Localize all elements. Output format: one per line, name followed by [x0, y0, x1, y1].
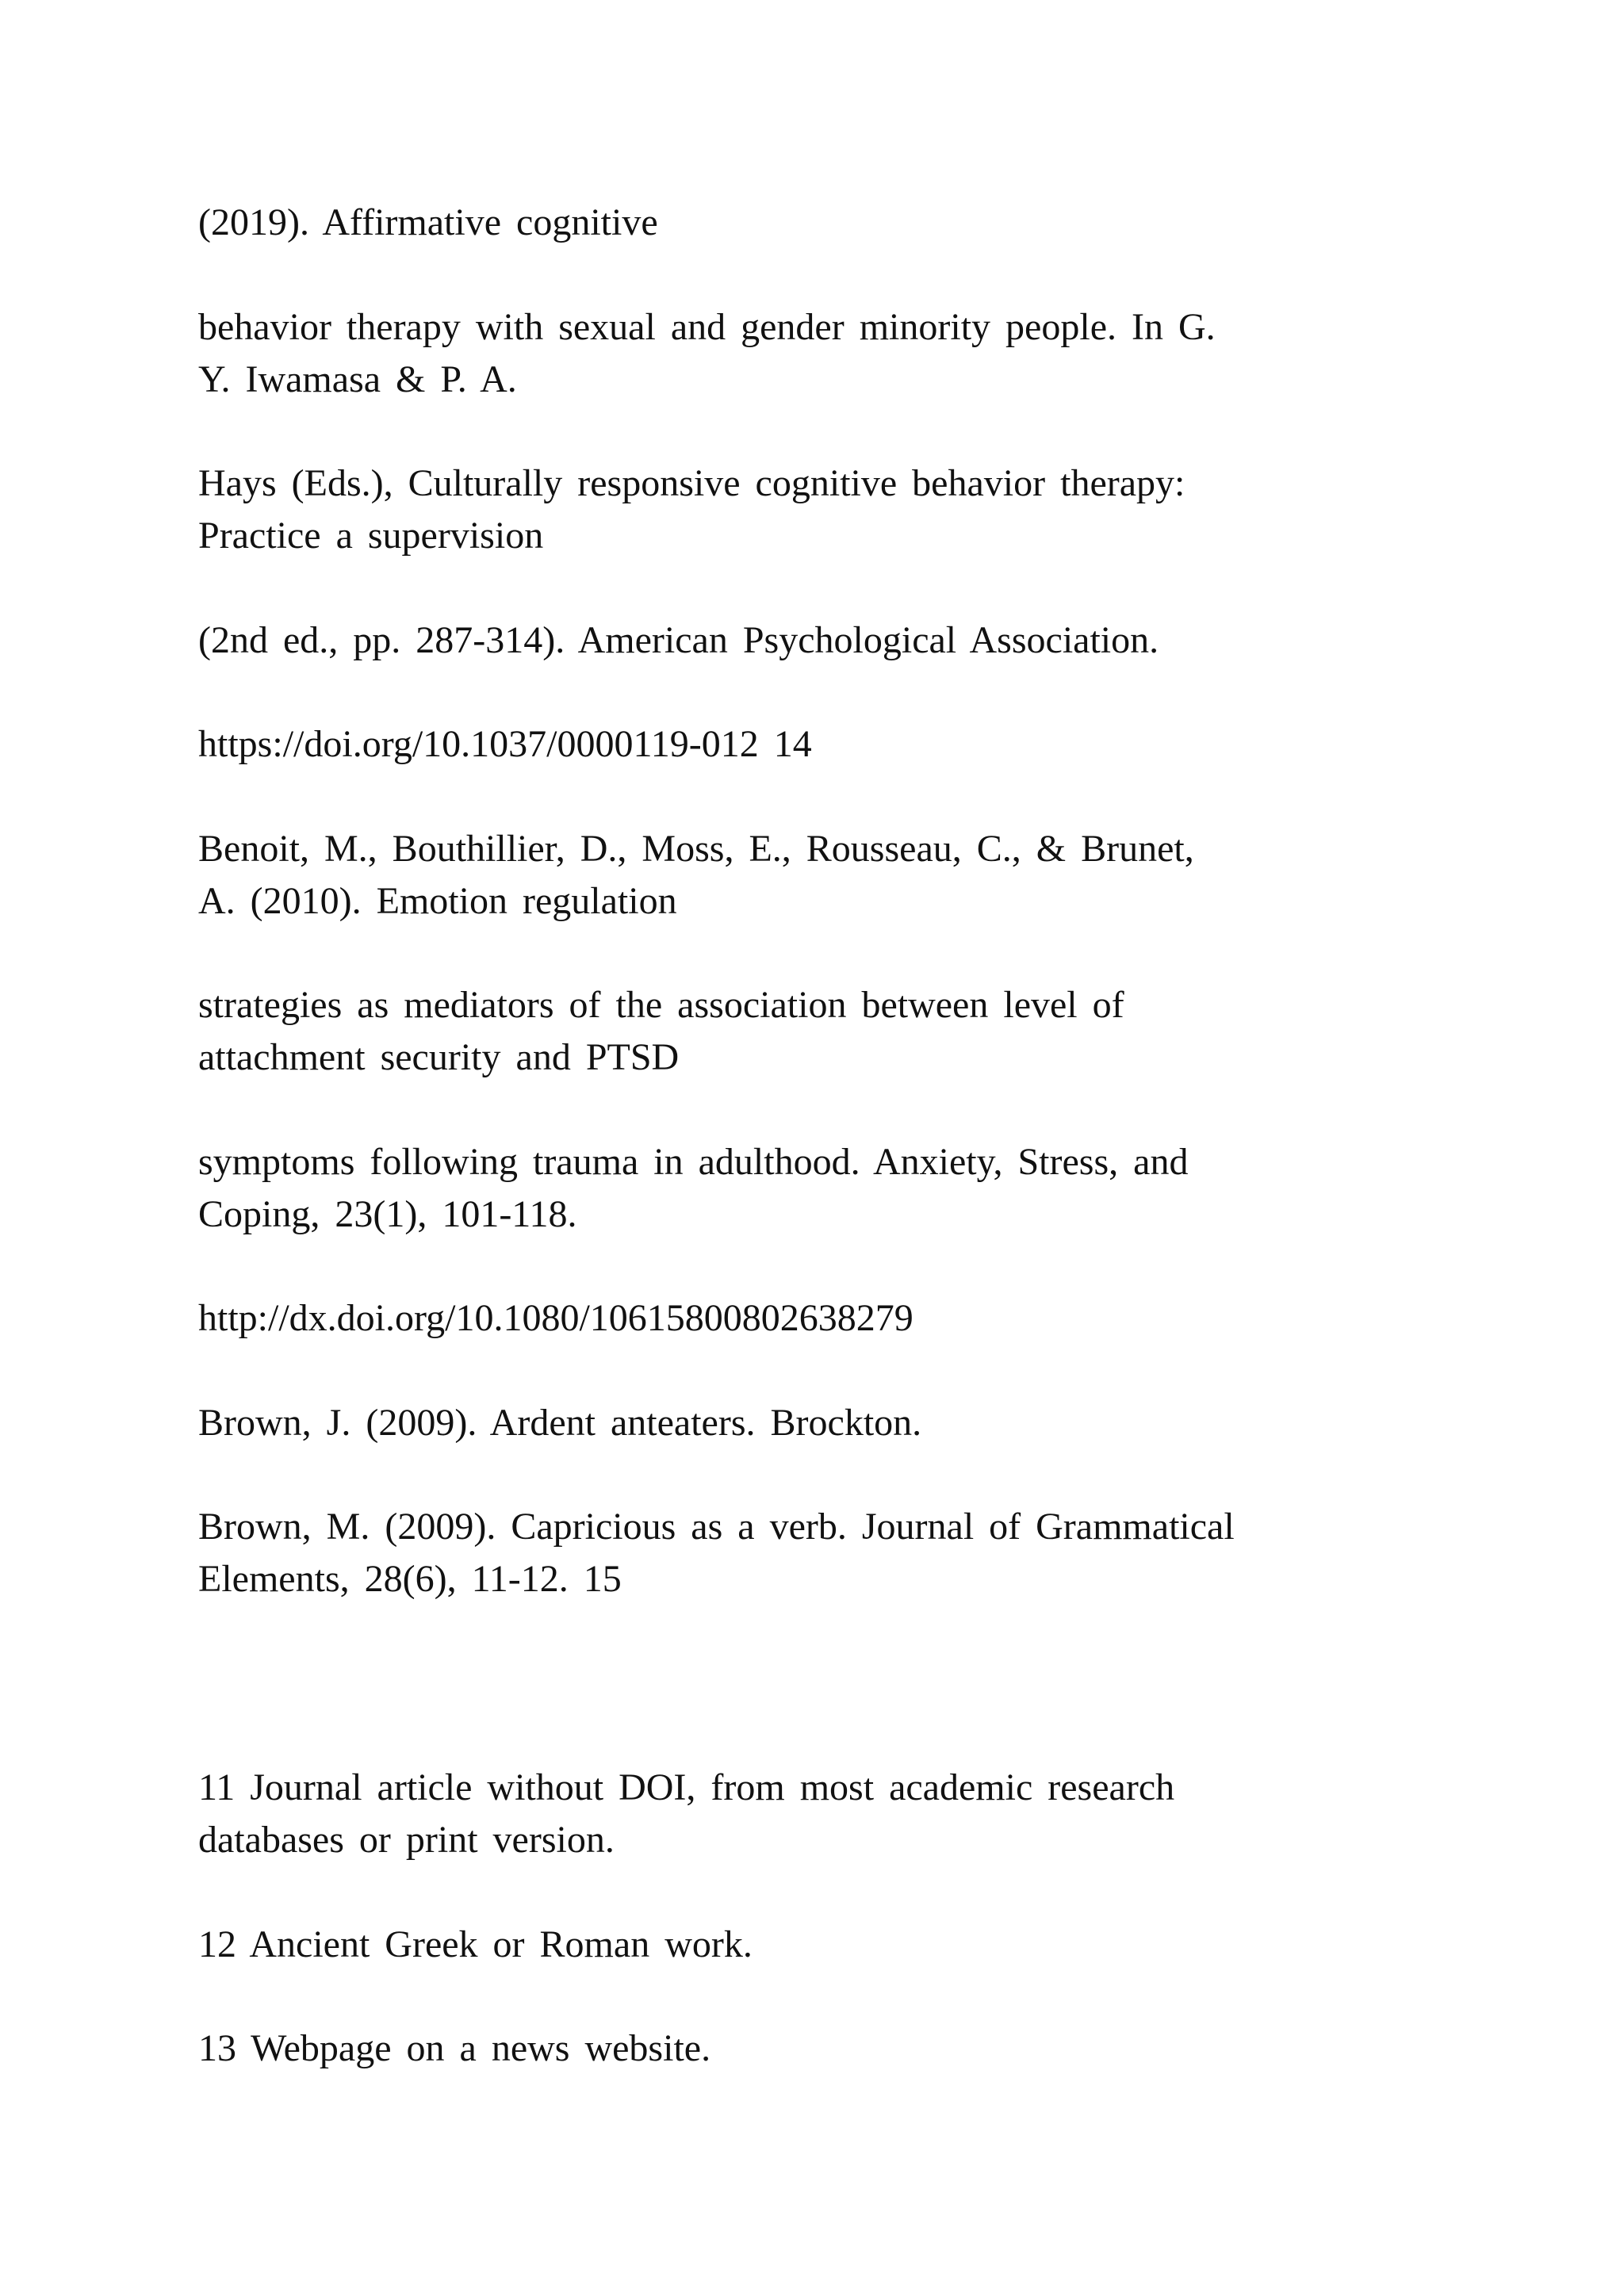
reference-line: Brown, J. (2009). Ardent anteaters. Brockton.	[198, 1402, 922, 1444]
footnote-line: 11 Journal article without DOI, from most academic research	[198, 1766, 1175, 1808]
footnote-line: 13 Webpage on a news website.	[198, 2027, 711, 2069]
reference-line: strategies as mediators of the association between level of	[198, 984, 1124, 1026]
reference-line: symptoms following trauma in adulthood. Anxiety, Stress, and	[198, 1141, 1189, 1183]
reference-line: Coping, 23(1), 101-118.	[198, 1193, 577, 1235]
reference-line: A. (2010). Emotion regulation	[198, 880, 677, 922]
reference-line: (2nd ed., pp. 287-314). American Psychological Association.	[198, 619, 1159, 661]
reference-line: attachment security and PTSD	[198, 1036, 680, 1078]
reference-line: behavior therapy with sexual and gender minority people. In G.	[198, 306, 1216, 348]
reference-line: Brown, M. (2009). Capricious as a verb. Journal of Grammatical	[198, 1506, 1235, 1548]
reference-doi-link: http://dx.doi.org/10.1080/10615800802638279	[198, 1297, 914, 1339]
reference-line: Elements, 28(6), 11-12. 15	[198, 1558, 622, 1600]
reference-line: Benoit, M., Bouthillier, D., Moss, E., Rousseau, C., & Brunet,	[198, 828, 1194, 870]
footnote-line: databases or print version.	[198, 1819, 615, 1861]
reference-doi-link: https://doi.org/10.1037/0000119-012 14	[198, 723, 812, 765]
reference-line: Practice a supervision	[198, 515, 544, 557]
reference-line: Y. Iwamasa & P. A.	[198, 358, 517, 400]
footnote-line: 12 Ancient Greek or Roman work.	[198, 1923, 753, 1965]
reference-line: (2019). Affirmative cognitive	[198, 201, 658, 243]
reference-line: Hays (Eds.), Culturally responsive cognitive behavior therapy:	[198, 462, 1185, 504]
